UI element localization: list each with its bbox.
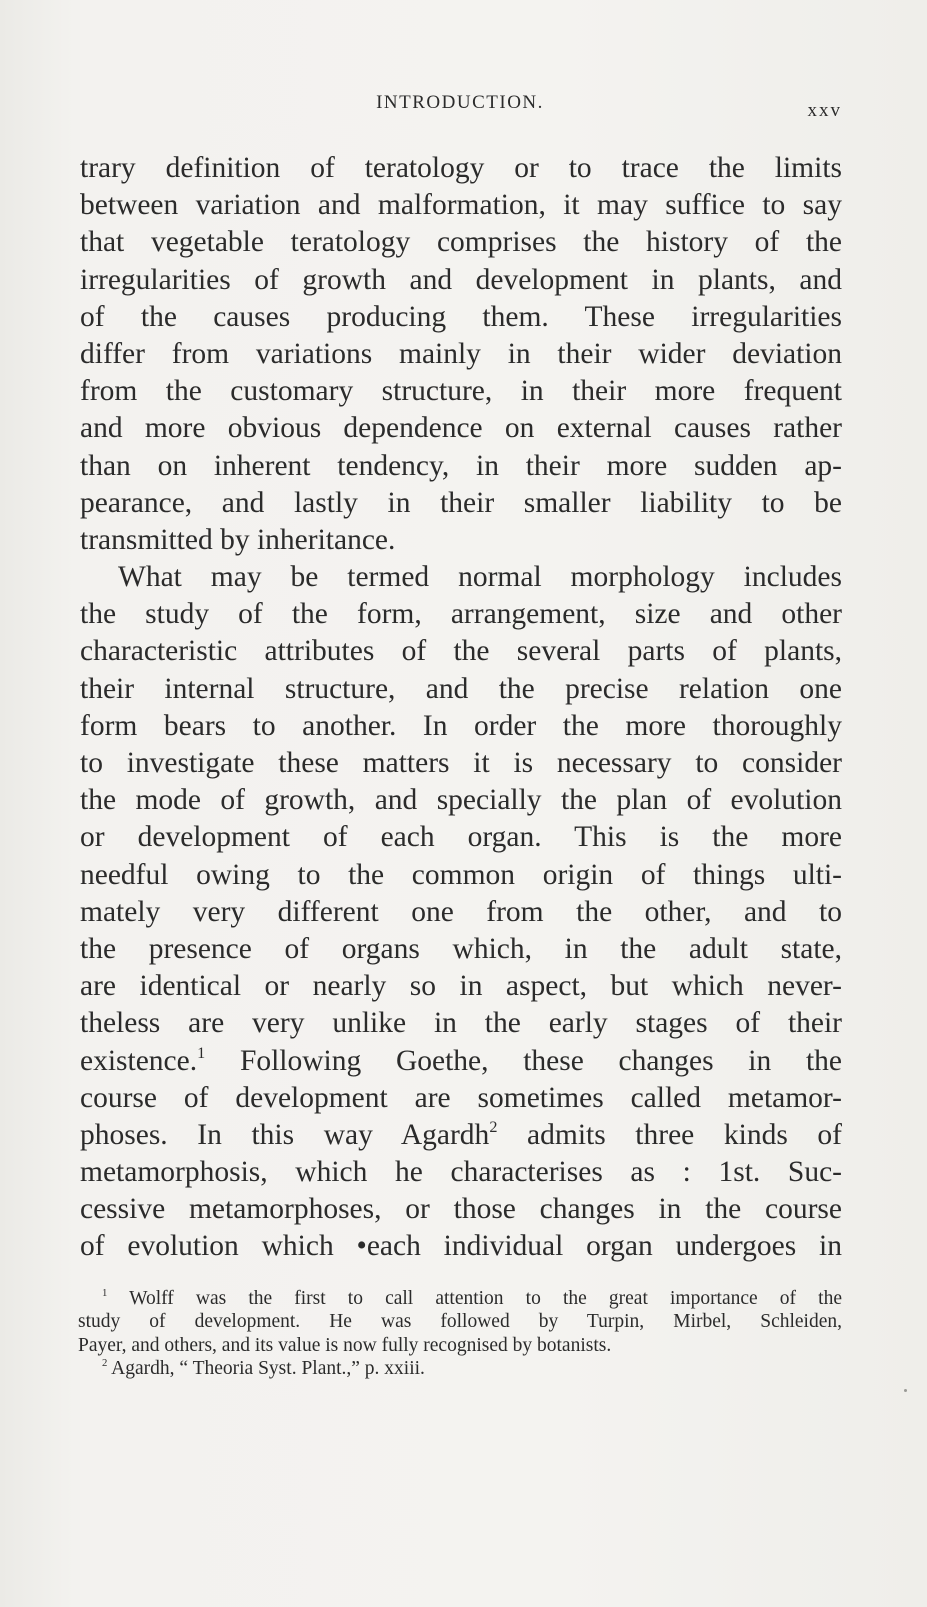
- paragraph-start-line: What may be termed normal morphology includes: [118, 561, 842, 594]
- text-line: to investigate these matters it is necessary to consider: [80, 747, 842, 779]
- text-line: needful owing to the common origin of things ulti-: [80, 858, 842, 891]
- text-line: theless are very unlike in the early stages of their: [80, 1007, 842, 1040]
- text-line: their internal structure, and the precise relation one: [80, 672, 842, 705]
- text-line: form bears to another. In order the more thoroughly: [80, 709, 842, 742]
- footnote-1-line: Payer, and others, and its value is now fully recognised by botanists.: [78, 1334, 612, 1356]
- text-fragment: admits three kinds of: [497, 1118, 842, 1151]
- footnote-2-marker: 2: [102, 1357, 108, 1370]
- text-line: are identical or nearly so in aspect, but which never-: [80, 970, 842, 1003]
- text-line: metamorphosis, which he characterises as : 1st. Suc-: [80, 1156, 842, 1189]
- text-line: that vegetable teratology comprises the history of the: [80, 226, 842, 259]
- text-fragment: Following Goethe, these changes in the: [205, 1044, 842, 1077]
- text-line: differ from variations mainly in their wider deviation: [80, 337, 842, 370]
- text-line: course of development are sometimes called metamor-: [80, 1081, 842, 1114]
- body-text: [80, 150, 842, 1266]
- text-fragment: phoses. In this way Agardh: [80, 1118, 490, 1151]
- text-line: transmitted by inheritance.: [80, 523, 396, 556]
- text-line: trary definition of teratology or to trace the limits: [80, 152, 842, 184]
- text-line: characteristic attributes of the several parts of plants,: [80, 635, 842, 668]
- text-line: [80, 1043, 842, 1080]
- text-line: the mode of growth, and specially the plan of evolution: [80, 784, 842, 817]
- page-number: xxv: [807, 100, 842, 121]
- text-line: of evolution which •each individual organ undergoes in: [80, 1230, 842, 1263]
- text-line: [80, 1117, 842, 1154]
- footnote-1-text: Wolff was the first to call attention to the great importance of the: [129, 1288, 842, 1309]
- text-line: from the customary structure, in their more frequent: [80, 375, 842, 408]
- text-line: irregularities of growth and development in plants, and: [80, 263, 842, 296]
- footnote-1-line: study of development. He was followed by Turpin, Mirbel, Schleiden,: [78, 1311, 842, 1333]
- text-line: and more obvious dependence on external causes rather: [80, 412, 842, 445]
- text-line: than on inherent tendency, in their more sudden ap-: [80, 449, 842, 482]
- running-head: [78, 92, 842, 122]
- text-line: pearance, and lastly in their smaller liability to be: [80, 486, 842, 519]
- footnote-ref-2: 2: [489, 1117, 498, 1136]
- paper-speck: [904, 1389, 907, 1392]
- running-title: INTRODUCTION.: [376, 92, 544, 113]
- text-line: the presence of organs which, in the adult state,: [80, 932, 842, 965]
- footnote-2-text: Agardh, “ Theoria Syst. Plant.,” p. xxiii.: [111, 1358, 425, 1380]
- text-fragment: existence.: [80, 1044, 198, 1077]
- text-line: of the causes producing them. These irregularities: [80, 300, 842, 333]
- text-line: the study of the form, arrangement, size and other: [80, 598, 842, 631]
- footnotes: [78, 1287, 842, 1381]
- text-line: mately very different one from the other, and to: [80, 895, 842, 928]
- text-line: or development of each organ. This is the more: [80, 821, 842, 854]
- footnote-2-line: [78, 1357, 842, 1380]
- text-line: between variation and malformation, it may suffice to say: [80, 189, 842, 222]
- footnote-1-line: [78, 1287, 842, 1310]
- text-line: cessive metamorphoses, or those changes in the course: [80, 1193, 842, 1226]
- footnote-1-marker: 1: [102, 1286, 108, 1299]
- footnote-ref-1: 1: [197, 1043, 206, 1062]
